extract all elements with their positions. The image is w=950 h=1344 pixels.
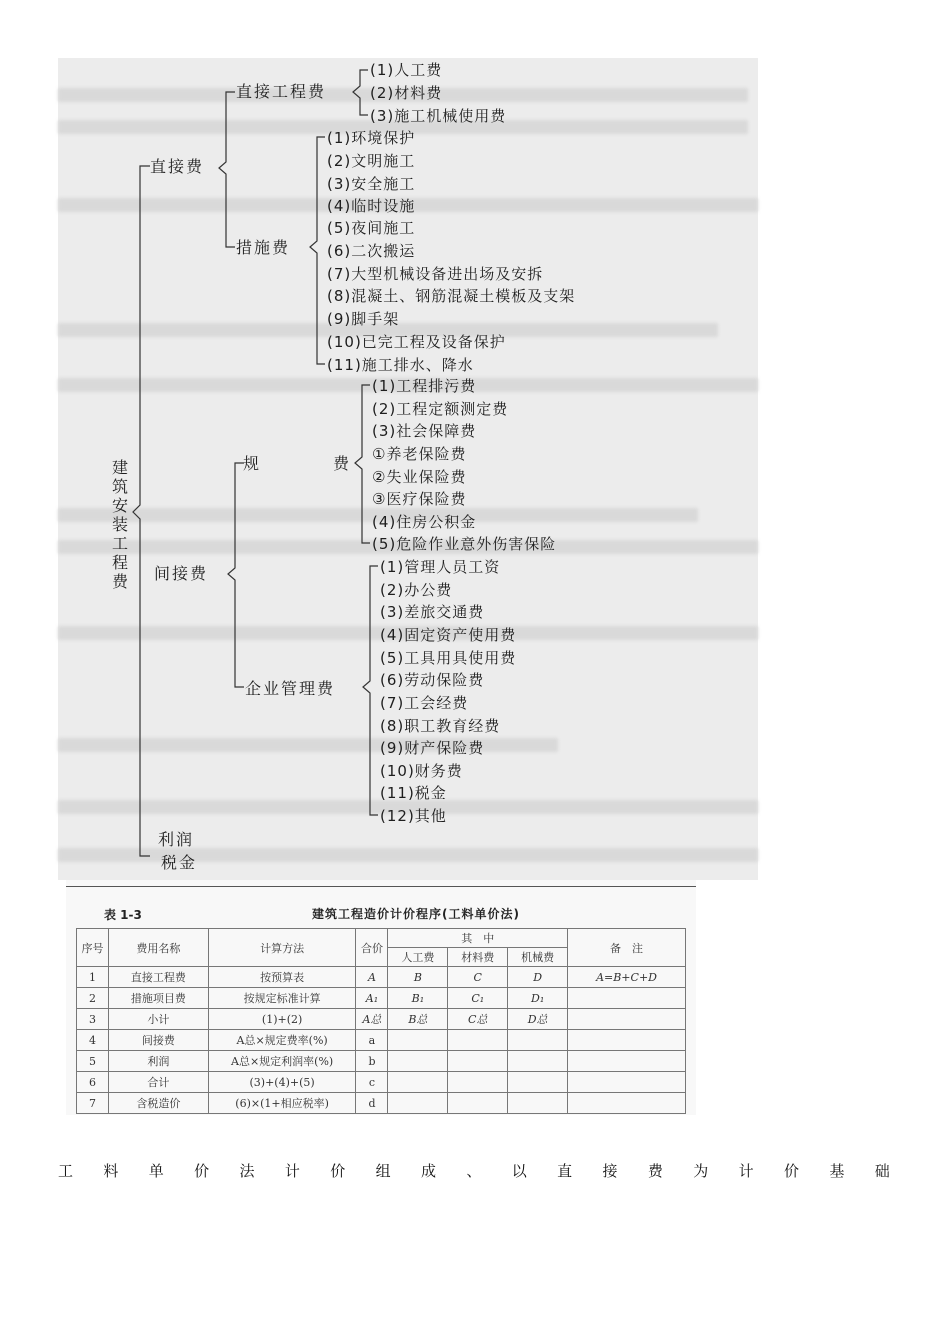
list-item: (10)已完工程及设备保护: [327, 333, 506, 351]
cell-method: (1)+(2): [208, 1009, 356, 1030]
list-item: (3)安全施工: [327, 175, 416, 193]
cell-total: A₁: [356, 988, 388, 1009]
regulatory-label-right: 费: [333, 454, 352, 473]
cell-material: [448, 1093, 508, 1114]
header-machine: 机械费: [508, 948, 568, 967]
cell-seq: 2: [77, 988, 109, 1009]
header-remark: 备 注: [568, 929, 686, 967]
list-item: (6)二次搬运: [327, 242, 416, 260]
cell-labor: B₁: [388, 988, 448, 1009]
cell-labor: [388, 1072, 448, 1093]
header-labor: 人工费: [388, 948, 448, 967]
list-item: (10)财务费: [380, 762, 463, 780]
cell-name: 利润: [108, 1051, 208, 1072]
cell-remark: [568, 988, 686, 1009]
indirect-fee-label: 间接费: [154, 564, 209, 583]
caption-char: 、: [466, 1162, 482, 1180]
table-row: [77, 1051, 686, 1072]
cell-name: 小计: [108, 1009, 208, 1030]
list-item: (2)办公费: [380, 581, 453, 599]
list-item: ③医疗保险费: [372, 490, 467, 508]
caption-char: 以: [511, 1162, 527, 1180]
list-item: (6)劳动保险费: [380, 671, 485, 689]
list-item: (9)脚手架: [327, 310, 400, 328]
cell-name: 措施项目费: [108, 988, 208, 1009]
header-material: 材料费: [448, 948, 508, 967]
cell-material: C: [448, 967, 508, 988]
caption-char: 为: [693, 1162, 709, 1180]
caption-char: 计: [284, 1162, 300, 1180]
cell-remark: [568, 1030, 686, 1051]
root-label: 建筑安装工程费: [112, 458, 129, 591]
direct-engineering-brace: [353, 70, 368, 115]
list-item: (7)大型机械设备进出场及安拆: [327, 265, 544, 283]
cell-material: [448, 1030, 508, 1051]
list-item: (1)管理人员工资: [380, 558, 501, 576]
list-item: (11)施工排水、降水: [327, 356, 474, 374]
cell-labor: B: [388, 967, 448, 988]
list-item: (3)差旅交通费: [380, 603, 485, 621]
caption-char: 直: [557, 1162, 573, 1180]
header-of-which: 其 中: [388, 929, 568, 948]
caption-char: 价: [784, 1162, 800, 1180]
list-item: (12)其他: [380, 807, 447, 825]
list-item: (11)税金: [380, 784, 447, 802]
list-item: (5)夜间施工: [327, 219, 416, 237]
list-item: (1)工程排污费: [372, 377, 477, 395]
cell-remark: A=B+C+D: [568, 967, 686, 988]
caption-char: 成: [421, 1162, 437, 1180]
cell-total: c: [356, 1072, 388, 1093]
list-item: (5)工具用具使用费: [380, 649, 517, 667]
cell-method: A总×规定利润率(%): [208, 1051, 356, 1072]
header-seq: 序号: [77, 929, 109, 967]
cell-labor: [388, 1030, 448, 1051]
caption-char: 价: [194, 1162, 210, 1180]
list-item: (2)文明施工: [327, 152, 416, 170]
list-item: (3)施工机械使用费: [370, 107, 507, 125]
header-total: 合价: [356, 929, 388, 967]
figure-caption: [58, 1160, 890, 1181]
cell-labor: [388, 1051, 448, 1072]
cell-seq: 3: [77, 1009, 109, 1030]
cell-total: A: [356, 967, 388, 988]
caption-char: 工: [58, 1162, 74, 1180]
list-item: (8)混凝土、钢筋混凝土模板及支架: [327, 287, 576, 305]
table-row: [77, 1030, 686, 1051]
cell-seq: 5: [77, 1051, 109, 1072]
regulatory-brace: [355, 385, 370, 543]
caption-char: 料: [103, 1162, 119, 1180]
cost-procedure-table-section: [66, 880, 696, 1115]
cell-labor: [388, 1093, 448, 1114]
measures-label: 措施费: [236, 238, 291, 257]
list-item: (8)职工教育经费: [380, 717, 501, 735]
table-number: 表 1-3: [104, 908, 142, 922]
cell-name: 间接费: [108, 1030, 208, 1051]
table-row: [77, 1009, 686, 1030]
cell-seq: 4: [77, 1030, 109, 1051]
cell-total: b: [356, 1051, 388, 1072]
cell-material: [448, 1072, 508, 1093]
cell-remark: [568, 1051, 686, 1072]
caption-char: 费: [647, 1162, 663, 1180]
cell-method: (3)+(4)+(5): [208, 1072, 356, 1093]
table-title: 建筑工程造价计价程序(工料单价法): [312, 907, 520, 921]
cell-remark: [568, 1093, 686, 1114]
list-item: (1)环境保护: [327, 129, 416, 147]
root-brace: [133, 166, 150, 856]
cell-remark: [568, 1072, 686, 1093]
caption-char: 单: [148, 1162, 164, 1180]
list-item: (7)工会经费: [380, 694, 469, 712]
cell-machine: D₁: [508, 988, 568, 1009]
cell-name: 直接工程费: [108, 967, 208, 988]
header-name: 费用名称: [108, 929, 208, 967]
list-item: (3)社会保障费: [372, 422, 477, 440]
enterprise-brace: [363, 566, 378, 815]
list-item: (9)财产保险费: [380, 739, 485, 757]
cell-method: 按规定标准计算: [208, 988, 356, 1009]
cell-machine: [508, 1093, 568, 1114]
list-item: (2)工程定额测定费: [372, 400, 509, 418]
table-row: [77, 988, 686, 1009]
cell-seq: 7: [77, 1093, 109, 1114]
indirect-fee-brace: [228, 463, 244, 687]
caption-char: 接: [602, 1162, 618, 1180]
caption-char: 组: [375, 1162, 391, 1180]
cell-name: 含税造价: [108, 1093, 208, 1114]
cell-method: 按预算表: [208, 967, 356, 988]
cell-seq: 1: [77, 967, 109, 988]
cell-method: A总×规定费率(%): [208, 1030, 356, 1051]
caption-char: 基: [829, 1162, 845, 1180]
cell-machine: [508, 1051, 568, 1072]
cell-machine: D: [508, 967, 568, 988]
table-row: [77, 1072, 686, 1093]
direct-fee-label: 直接费: [150, 157, 205, 176]
table-header-row: [77, 929, 686, 948]
profit-label: 利润: [158, 830, 195, 849]
cell-material: C总: [448, 1009, 508, 1030]
cell-machine: [508, 1030, 568, 1051]
table-row: [77, 1093, 686, 1114]
cell-labor: B总: [388, 1009, 448, 1030]
cell-seq: 6: [77, 1072, 109, 1093]
cell-machine: D总: [508, 1009, 568, 1030]
cell-total: d: [356, 1093, 388, 1114]
direct-fee-brace: [219, 92, 235, 247]
caption-char: 础: [874, 1162, 890, 1180]
table-row: [77, 967, 686, 988]
cost-procedure-table: [76, 928, 686, 1114]
caption-char: 计: [738, 1162, 754, 1180]
cell-machine: [508, 1072, 568, 1093]
direct-engineering-label: 直接工程费: [236, 82, 327, 101]
caption-char: 法: [239, 1162, 255, 1180]
cell-name: 合计: [108, 1072, 208, 1093]
list-item: (4)临时设施: [327, 197, 416, 215]
table-top-rule: [66, 886, 696, 887]
list-item: ②失业保险费: [372, 468, 467, 486]
regulatory-label-left: 规: [243, 454, 262, 473]
list-item: (5)危险作业意外伤害保险: [372, 535, 557, 553]
list-item: ①养老保险费: [372, 445, 467, 463]
measures-brace: [310, 137, 325, 364]
list-item: (1)人工费: [370, 61, 443, 79]
cell-total: a: [356, 1030, 388, 1051]
cell-material: C₁: [448, 988, 508, 1009]
header-method: 计算方法: [208, 929, 356, 967]
cell-remark: [568, 1009, 686, 1030]
cell-material: [448, 1051, 508, 1072]
list-item: (2)材料费: [370, 84, 443, 102]
list-item: (4)住房公积金: [372, 513, 477, 531]
caption-char: 价: [330, 1162, 346, 1180]
list-item: (4)固定资产使用费: [380, 626, 517, 644]
cell-total: A总: [356, 1009, 388, 1030]
tax-label: 税金: [161, 853, 198, 872]
enterprise-label: 企业管理费: [245, 679, 336, 698]
cell-method: (6)×(1+相应税率): [208, 1093, 356, 1114]
